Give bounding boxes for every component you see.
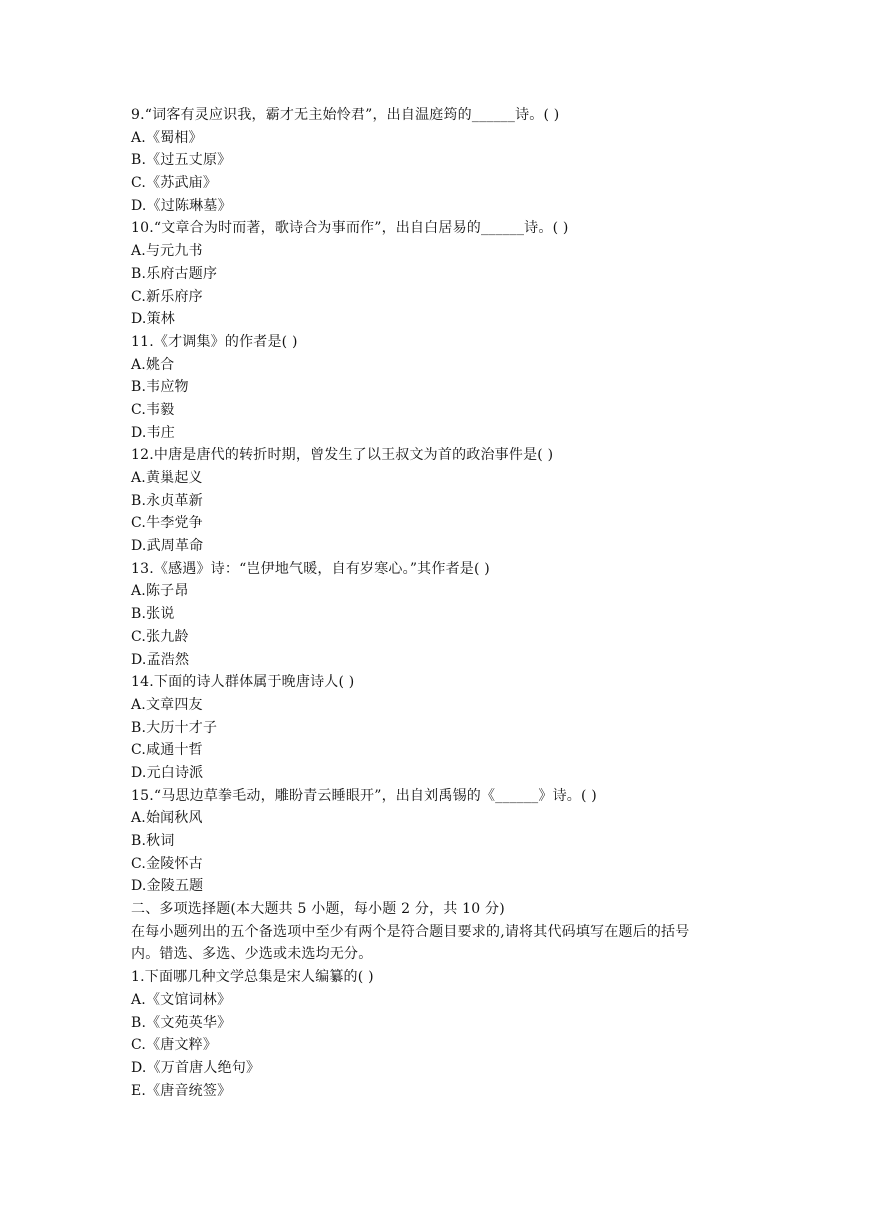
section-instruction: 在每小题列出的五个备选项中至少有两个是符合题目要求的,请将其代码填写在题后的括号 <box>131 923 690 940</box>
question-stem: 12.中唐是唐代的转折时期，曾发生了以王叔文为首的政治事件是( ) <box>131 447 554 464</box>
question-stem: 1.下面哪几种文学总集是宋人编纂的( ) <box>131 969 374 986</box>
answer-option: C.张九龄 <box>131 628 189 645</box>
section-instruction: 内。错选、多选、少选或未选均无分。 <box>131 946 373 963</box>
answer-option: D.武周革命 <box>131 538 204 555</box>
answer-option: A.始闻秋风 <box>131 810 203 827</box>
answer-option: C.《唐文粹》 <box>131 1037 218 1054</box>
answer-option: C.新乐府序 <box>131 288 203 305</box>
question-stem: 10.“文章合为时而著，歌诗合为事而作”，出自白居易的______诗。( ) <box>131 220 569 237</box>
answer-option: D.元白诗派 <box>131 764 204 781</box>
answer-option: D.《过陈琳墓》 <box>131 197 232 214</box>
answer-option: B.秋词 <box>131 833 175 849</box>
answer-option: B.张说 <box>131 606 175 623</box>
answer-option: A.姚合 <box>131 356 175 373</box>
answer-option: C.咸通十哲 <box>131 742 203 759</box>
answer-option: A.文章四友 <box>131 696 203 713</box>
answer-option: A.《蜀相》 <box>131 129 203 146</box>
answer-option: A.黄巢起义 <box>131 470 203 486</box>
answer-option: E.《唐音统签》 <box>131 1082 232 1099</box>
answer-option: D.孟浩然 <box>131 651 190 668</box>
answer-option: B.韦应物 <box>131 379 189 396</box>
answer-option: B.《文苑英华》 <box>131 1014 232 1031</box>
question-stem: 9.“词客有灵应识我，霸才无主始怜君”，出自温庭筠的______诗。( ) <box>131 107 560 123</box>
answer-option: C.《苏武庙》 <box>131 175 218 192</box>
answer-option: C.金陵怀古 <box>131 855 203 872</box>
section-heading: 二、多项选择题(本大题共 5 小题，每小题 2 分，共 10 分) <box>131 901 505 918</box>
question-stem: 15.“马思边草拳毛动，雕盼青云睡眼开”，出自刘禹锡的《______》诗。( ) <box>131 787 597 804</box>
answer-option: D.策林 <box>131 311 175 328</box>
exam-content <box>131 104 751 1102</box>
answer-option: C.牛李党争 <box>131 515 203 532</box>
answer-option: B.乐府古题序 <box>131 265 218 282</box>
answer-option: A.与元九书 <box>131 243 203 260</box>
answer-option: A.陈子昂 <box>131 583 189 600</box>
answer-option: D.韦庄 <box>131 424 175 441</box>
question-stem: 14.下面的诗人群体属于晚唐诗人( ) <box>131 674 355 691</box>
answer-option: D.《万首唐人绝句》 <box>131 1059 261 1076</box>
answer-option: D.金陵五题 <box>131 878 204 895</box>
answer-option: A.《文馆词林》 <box>131 991 232 1008</box>
answer-option: B.永贞革新 <box>131 492 203 509</box>
answer-option: B.大历十才子 <box>131 719 218 736</box>
question-stem: 13.《感遇》诗：“岂伊地气暖，自有岁寒心。”其作者是( ) <box>131 560 490 577</box>
answer-option: B.《过五丈原》 <box>131 152 232 169</box>
answer-option: C.韦毅 <box>131 401 175 418</box>
question-stem: 11.《才调集》的作者是( ) <box>131 333 298 350</box>
